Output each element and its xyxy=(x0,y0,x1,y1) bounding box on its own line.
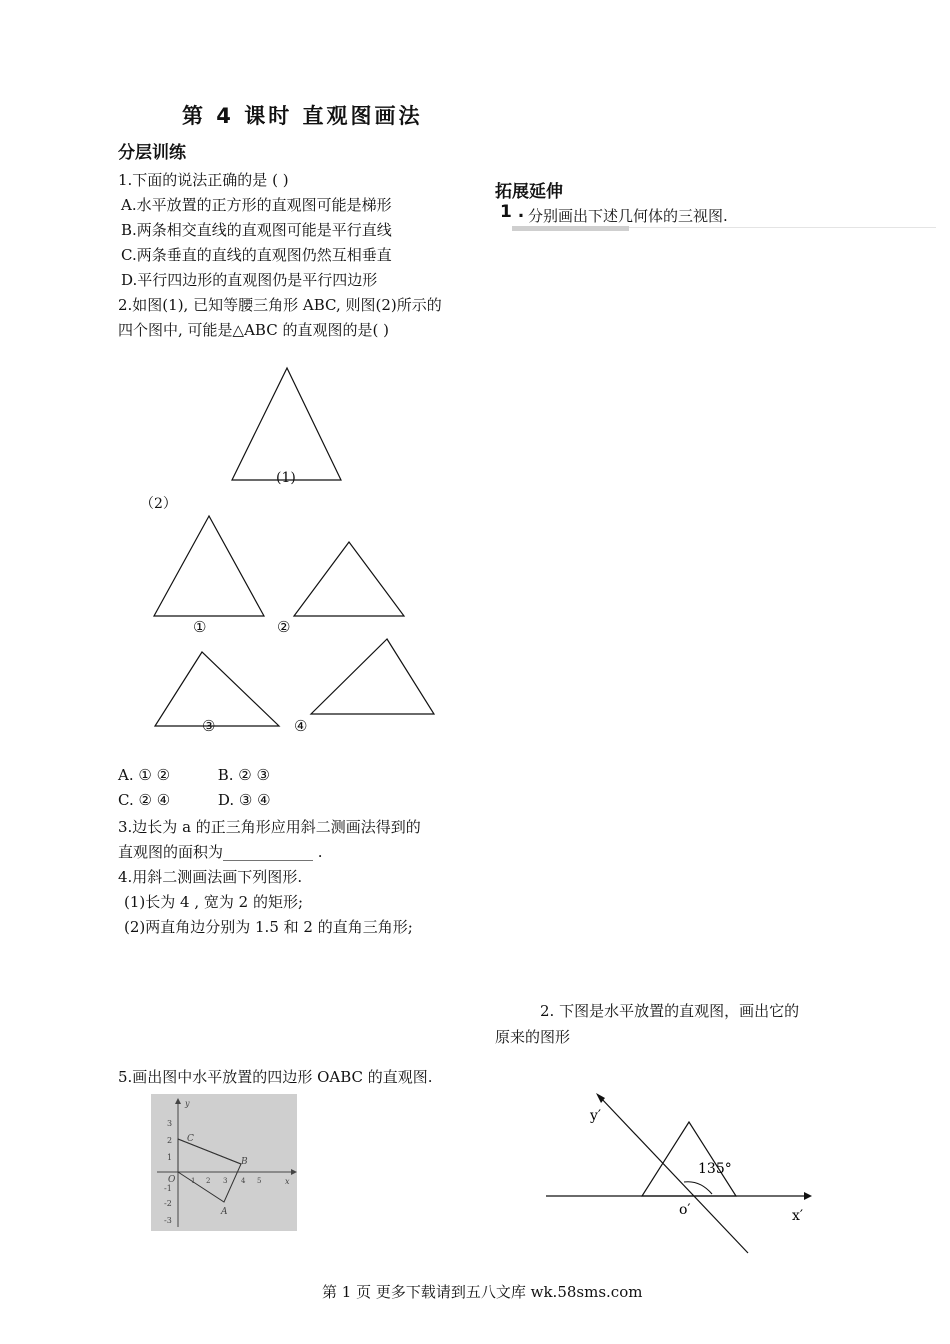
page-footer: 第 1 页 更多下载请到五八文库 wk.58sms.com xyxy=(322,1283,643,1301)
q1-option-c: C.两条垂直的直线的直观图仍然互相垂直 xyxy=(121,246,392,264)
plot-x-tick-2: 2 xyxy=(206,1177,211,1185)
e2-line2: 原来的图形 xyxy=(495,1028,571,1046)
q1-option-b: B.两条相交直线的直观图可能是平行直线 xyxy=(121,221,392,239)
q3-line2: 直观图的面积为____________ . xyxy=(118,843,323,861)
q2-choices-row1: A. ① ② B. ② ③ xyxy=(118,766,270,784)
plot-x-tick-3: 3 xyxy=(223,1177,228,1185)
e1-number: 1 . xyxy=(500,202,525,222)
section-heading-extension: 拓展延伸 xyxy=(495,182,563,202)
q3-line1: 3.边长为 a 的正三角形应用斜二测画法得到的 xyxy=(118,818,421,836)
plot-x-axis-label: x xyxy=(285,1177,290,1186)
e2-line1: 2. 下图是水平放置的直观图，画出它的 xyxy=(540,1002,800,1020)
q1-stem: 1.下面的说法正确的是 ( ) xyxy=(118,171,289,189)
q5-stem: 5.画出图中水平放置的四边形 OABC 的直观图. xyxy=(118,1068,433,1086)
plot-y-tick-3: 3 xyxy=(167,1119,173,1128)
q1-option-d: D.平行四边形的直观图仍是平行四边形 xyxy=(121,271,378,289)
fig2-label: （2） xyxy=(140,496,177,512)
plot-x-tick-5: 5 xyxy=(257,1177,262,1185)
plot-y-tick-neg3: -3 xyxy=(164,1216,172,1225)
mark-1: ① xyxy=(193,618,207,636)
e2-y-label: y′ xyxy=(590,1108,602,1124)
mark-3: ③ xyxy=(202,717,216,735)
e2-angle-label: 135° xyxy=(698,1161,732,1177)
e1-text: 分别画出下述几何体的三视图. xyxy=(528,207,728,225)
plot-x-tick-1: 1 xyxy=(191,1177,196,1185)
q4-item-2: (2)两直角边分别为 1.5 和 2 的直角三角形; xyxy=(124,918,413,936)
mark-2: ② xyxy=(277,618,291,636)
plot-y-axis-label: y xyxy=(185,1099,190,1108)
q2-line1: 2.如图(1), 已知等腰三角形 ABC, 则图(2)所示的 xyxy=(118,296,442,314)
e2-x-label: x′ xyxy=(792,1208,804,1224)
fig1-label: (1) xyxy=(276,470,296,486)
plot-point-a: A xyxy=(221,1207,228,1217)
plot-x-tick-4: 4 xyxy=(241,1177,246,1185)
plot-y-tick-1: 1 xyxy=(167,1153,173,1162)
plot-origin-label: O xyxy=(168,1175,176,1185)
q2-line2: 四个图中, 可能是△ABC 的直观图的是( ) xyxy=(118,321,389,339)
section-heading-practice: 分层训练 xyxy=(118,143,186,163)
q4-stem: 4.用斜二测画法画下列图形. xyxy=(118,868,303,886)
q1-option-a: A.水平放置的正方形的直观图可能是梯形 xyxy=(121,196,392,214)
e2-o-label: o′ xyxy=(679,1202,691,1218)
q4-item-1: (1)长为 4 , 宽为 2 的矩形; xyxy=(124,893,303,911)
q2-choices-row2: C. ② ④ D. ③ ④ xyxy=(118,791,271,809)
mark-4: ④ xyxy=(294,717,308,735)
page-title: 第 4 课时 直观图画法 xyxy=(182,104,423,128)
plot-y-tick-neg2: -2 xyxy=(164,1199,172,1208)
plot-y-tick-2: 2 xyxy=(167,1136,173,1145)
plot-point-c: C xyxy=(187,1134,194,1144)
plot-y-tick-neg1: -1 xyxy=(164,1184,172,1193)
plot-point-b: B xyxy=(241,1157,248,1167)
